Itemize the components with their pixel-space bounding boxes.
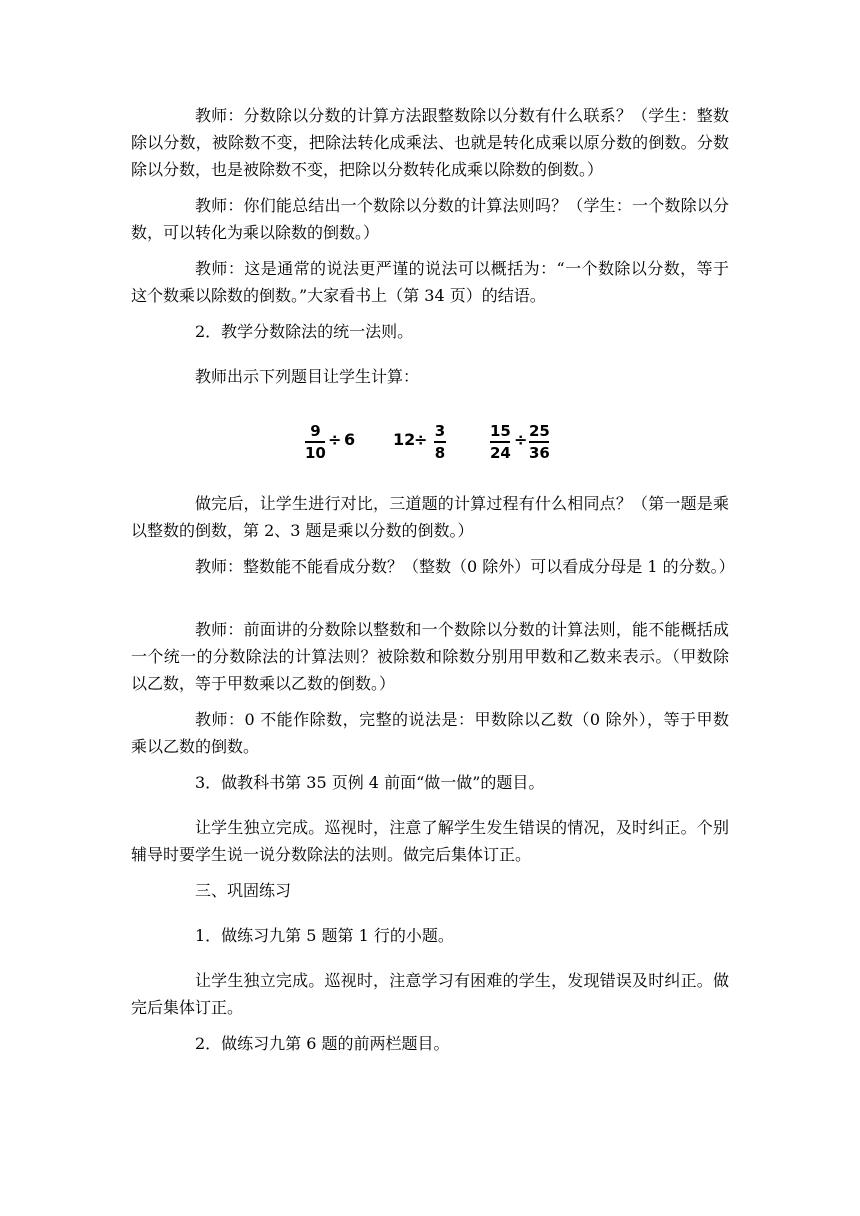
section-heading: 三、巩固练习 (195, 881, 292, 900)
numerator: 3 (434, 422, 446, 440)
fraction-3-8 (434, 422, 446, 462)
paragraph-8: 教师：前面讲的分数除以整数和一个数除以分数的计算法则，能不能概括成一个统一的分数除法的计算法则？被除数和除数分别用甲数和乙数来表示。（甲数除以乙数，等于甲数乘以乙数的倒数。） (131, 620, 729, 693)
numerator: 25 (529, 422, 550, 440)
numerator: 9 (310, 422, 321, 440)
fraction-bar (529, 441, 549, 443)
paragraph-3: 教师：这是通常的说法更严谨的说法可以概括为：“一个数除以分数，等于这个数乘以除数的倒数。”大家看书上（第 34 页）的结语。 (131, 259, 729, 305)
fraction-9-10 (305, 422, 326, 462)
paragraph-2: 教师：你们能总结出一个数除以分数的计算法则吗？（学生：一个数除以分数，可以转化为乘以除数的倒数。） (131, 196, 729, 242)
denominator: 36 (529, 444, 550, 462)
divide-operator: ÷ (328, 430, 342, 449)
fraction-bar (490, 441, 510, 443)
paragraph-6: 做完后，让学生进行对比，三道题的计算过程有什么相同点？（第一题是乘以整数的倒数，第 2、3 题是乘以分数的倒数。） (131, 494, 729, 540)
fraction-15-24 (490, 422, 511, 462)
formula-row (300, 420, 570, 464)
operand: 6 (344, 430, 356, 449)
paragraph-4: 2．教学分数除法的统一法则。 (195, 322, 414, 341)
paragraph-15: 2．做练习九第 6 题的前两栏题目。 (195, 1034, 450, 1053)
numerator: 15 (490, 422, 511, 440)
paragraph-9: 教师：0 不能作除数，完整的说法是：甲数除以乙数（0 除外），等于甲数乘以乙数的倒数。 (131, 710, 729, 756)
fraction-bar (434, 441, 446, 443)
paragraph-1: 教师：分数除以分数的计算方法跟整数除以分数有什么联系？（学生：整数除以分数，被除数不变，把除法转化成乘法、也就是转化成乘以原分数的倒数。分数除以分数，也是被除数不变，把除以分数转化成乘以除数的倒数。） (131, 106, 729, 179)
divide-operator: ÷ (414, 430, 428, 449)
denominator: 8 (434, 444, 446, 462)
paragraph-7: 教师：整数能不能看成分数？（整数（0 除外）可以看成分母是 1 的分数。） (195, 557, 735, 576)
paragraph-11: 让学生独立完成。巡视时，注意了解学生发生错误的情况，及时纠正。个别辅导时要学生说一说分数除法的法则。做完后集体订正。 (131, 818, 729, 864)
paragraph-13: 1．做练习九第 5 题第 1 行的小题。 (195, 926, 454, 945)
paragraph-14: 让学生独立完成。巡视时，注意学习有困难的学生，发现错误及时纠正。做完后集体订正。 (131, 971, 729, 1017)
denominator: 24 (490, 444, 511, 462)
divide-operator: ÷ (514, 430, 528, 449)
paragraph-10: 3．做教科书第 35 页例 4 前面“做一做”的题目。 (195, 773, 545, 792)
denominator: 10 (305, 444, 326, 462)
paragraph-5: 教师出示下列题目让学生计算： (195, 367, 420, 386)
fraction-25-36 (529, 422, 550, 462)
fraction-bar (305, 441, 325, 443)
operand: 12 (393, 430, 416, 449)
